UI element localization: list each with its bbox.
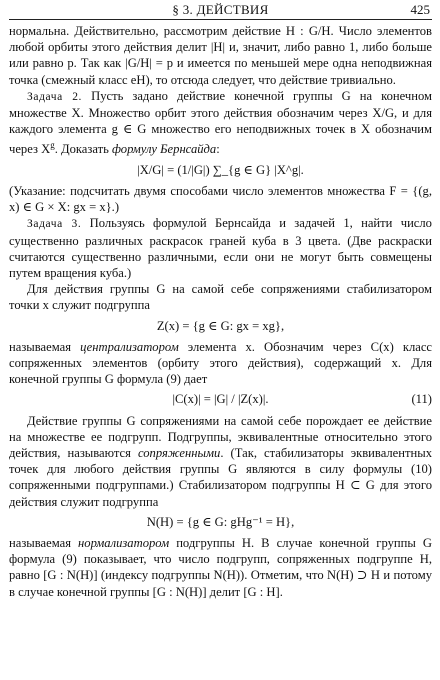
conjugate-term: сопряженными [137, 446, 221, 461]
problem-2-text: Пусть задано действие конечной группы G на конечном множестве X. Множество орбит этого действия обозначим через X/G, и для каждого элемента g ∈ G множество его неподвижных точек в X обозначим через X [9, 88, 433, 157]
paragraph-5-end: элемента x. Обозначим через C(x) класс сопряженных элементов (орбиту этого действия), содержащий x. Для конечной группы G формула (9) дает [9, 339, 432, 387]
paragraph-7-start: называемая [9, 536, 79, 551]
normalizer-term: нормализатором [78, 536, 170, 551]
problem-2-tail: . Доказать [54, 142, 113, 157]
class-size-formula [9, 391, 432, 407]
paragraph-4: Для действия группы G на самой себе сопряжениями стабилизатором точки x служит подгруппа [9, 282, 432, 313]
paragraph-1: нормальна. Действительно, рассмотрим действие H : G/H. Число элементов любой орбиты этого действия делит |H| и, значит, либо равно 1, либо больше или равно p. Так как |G/H| = p и имеется по меньшей мере одна неподвижная точка (смежный класс eH), то отсюда следует, что действие тривиально. [9, 24, 432, 87]
paragraph-7-end: подгруппы H. В случае конечной группы G формула (9) показывает, что число подгрупп, сопряженных подгруппе H, равно [G : N(H)] (индексу подгруппы N(H)). Отметим, что N(H) ⊃ H и потому в случае конечной группы [G : N(H)] делит [G : H]. [9, 536, 432, 599]
running-header [9, 0, 432, 20]
normalizer-formula: N(H) = {g ∈ G: gHg⁻¹ = H}, [146, 514, 295, 529]
equation-number: (11) [411, 392, 432, 407]
paragraph-6-end: . (Так, стабилизаторы эквивалентных точек для любого действия группы G являются в силу формулы (10) сопряженными подгруппами.) Стабилизатором подгруппы H ⊂ G для этого действия служит подгруппа [9, 446, 433, 509]
paragraph-6-start: Действие группы G сопряжениями на самой себе порождает ее действие на множестве ее подгрупп. Подгруппы, эквивалентные относительно этого действия, называются [9, 413, 432, 461]
problem-2-superscript: g [50, 140, 55, 151]
class-size-formula-text: |C(x)| = |G| / |Z(x)|. [172, 392, 269, 407]
centralizer-formula: Z(x) = {g ∈ G: gx = xg}, [156, 318, 285, 333]
centralizer-term: централизатором [80, 339, 179, 354]
problem-3-label: Задача 3. [27, 218, 82, 231]
problem-3 [9, 215, 432, 281]
hint-paragraph: (Указание: подсчитать двумя способами число элементов множества F = {(g, x) ∈ G × X: gx = x}.) [9, 184, 432, 215]
problem-3-text: Пользуясь формулой Бернсайда и задачей 1, найти число существенно различных раскрасок граней куба в 3 цвета. (Две раскраски считаются существенно различными, если они не могут быть совмещены путем вращения куба.) [9, 216, 432, 281]
burnside-formula: |X/G| = (1/|G|) ∑_{g ∈ G} |X^g|. [137, 162, 304, 177]
problem-2-label: Задача 2. [27, 90, 83, 103]
paragraph-7 [9, 535, 432, 600]
problem-2 [9, 88, 432, 158]
paragraph-6 [9, 413, 432, 510]
problem-2-emphasis: формулу Бернсайда [112, 142, 217, 157]
page-number: 425 [410, 2, 430, 17]
section-title: § 3. ДЕЙСТВИЯ [172, 2, 269, 17]
paragraph-5 [9, 339, 432, 388]
paragraph-5-start: называемая [9, 339, 81, 354]
problem-2-colon: : [216, 142, 220, 157]
